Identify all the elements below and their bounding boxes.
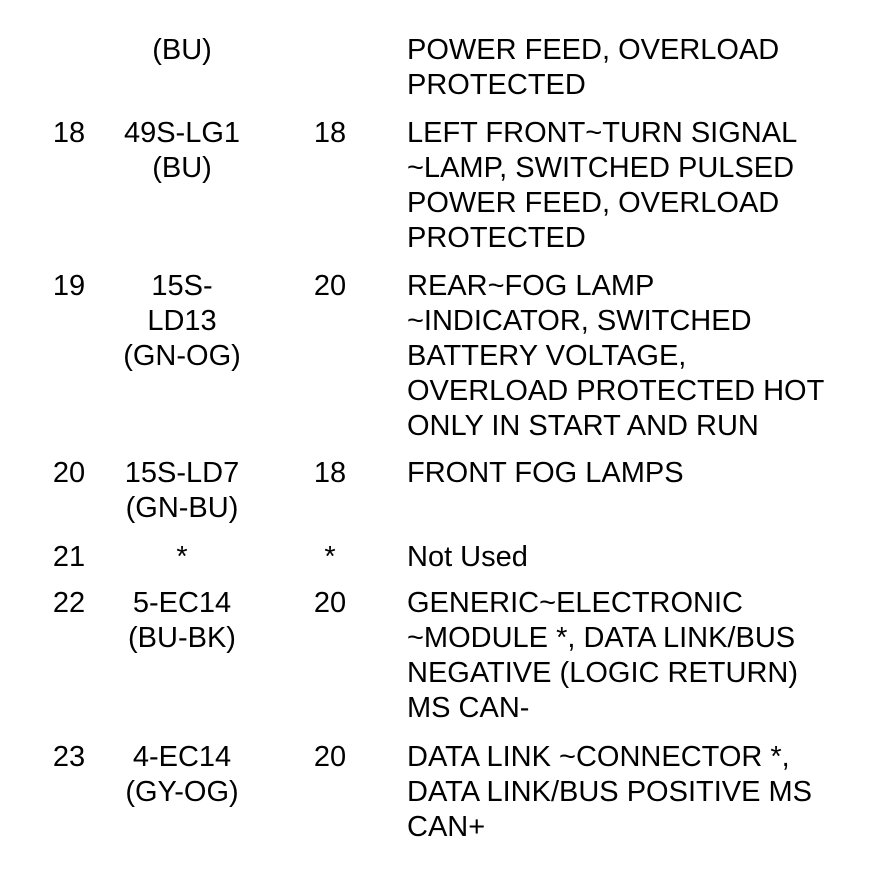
- circuit-line: (GY-OG): [125, 776, 239, 808]
- pin-number: 19: [52, 270, 86, 302]
- pin-number: 22: [52, 587, 86, 619]
- circuit-cell: [102, 456, 262, 526]
- function-cell: [407, 456, 887, 491]
- function-line: NEGATIVE (LOGIC RETURN): [407, 657, 798, 689]
- function-line: CAN+: [407, 811, 486, 843]
- circuit-line: 15S-LD7: [124, 457, 240, 489]
- function-line: ~MODULE *, DATA LINK/BUS: [407, 622, 796, 654]
- function-line: POWER FEED, OVERLOAD: [407, 34, 780, 66]
- function-line: REAR~FOG LAMP: [407, 270, 655, 302]
- function-cell: [407, 33, 887, 103]
- function-line: Not Used: [407, 541, 528, 573]
- circuit-line: 5-EC14: [132, 587, 232, 619]
- pin-number: 18: [52, 117, 86, 149]
- circuit-cell: [102, 586, 262, 656]
- gauge-cell: 18: [313, 117, 347, 149]
- circuit-line: (BU): [152, 34, 212, 66]
- gauge-cell: 20: [313, 741, 347, 773]
- circuit-line: (GN-BU): [125, 492, 239, 524]
- gauge-cell: 20: [313, 270, 347, 302]
- function-cell: [407, 116, 887, 256]
- function-line: POWER FEED, OVERLOAD: [407, 187, 780, 219]
- function-line: ~LAMP, SWITCHED PULSED: [407, 152, 795, 184]
- function-line: ONLY IN START AND RUN: [407, 410, 759, 442]
- function-line: ~INDICATOR, SWITCHED: [407, 305, 752, 337]
- circuit-line: (GN-OG): [123, 340, 241, 372]
- function-line: FRONT FOG LAMPS: [407, 457, 684, 489]
- function-line: BATTERY VOLTAGE,: [407, 340, 687, 372]
- function-line: DATA LINK/BUS POSITIVE MS: [407, 776, 813, 808]
- function-line: LEFT FRONT~TURN SIGNAL: [407, 117, 798, 149]
- function-line: GENERIC~ELECTRONIC: [407, 587, 743, 619]
- function-line: MS CAN-: [407, 692, 530, 724]
- function-line: OVERLOAD PROTECTED HOT: [407, 375, 825, 407]
- circuit-cell: [102, 116, 262, 186]
- circuit-cell: [102, 33, 262, 68]
- pin-number: 23: [52, 741, 86, 773]
- circuit-line: (BU): [152, 152, 212, 184]
- circuit-line: 15S-: [151, 270, 213, 302]
- circuit-cell: [102, 740, 262, 810]
- gauge-cell: *: [324, 541, 336, 573]
- circuit-line: 4-EC14: [132, 741, 232, 773]
- function-cell: [407, 540, 887, 575]
- pin-number: 21: [52, 541, 86, 573]
- function-line: DATA LINK ~CONNECTOR *,: [407, 741, 790, 773]
- function-cell: [407, 586, 887, 726]
- function-line: PROTECTED: [407, 69, 586, 101]
- function-cell: [407, 269, 887, 444]
- gauge-cell: 18: [313, 457, 347, 489]
- circuit-line: 49S-LG1: [123, 117, 241, 149]
- circuit-cell: [102, 540, 262, 575]
- function-cell: [407, 740, 887, 845]
- circuit-cell: [102, 269, 262, 374]
- circuit-line: (BU-BK): [128, 622, 236, 654]
- gauge-cell: 20: [313, 587, 347, 619]
- pin-number: 20: [52, 457, 86, 489]
- circuit-line: *: [176, 541, 188, 573]
- circuit-line: LD13: [147, 305, 217, 337]
- function-line: PROTECTED: [407, 222, 586, 254]
